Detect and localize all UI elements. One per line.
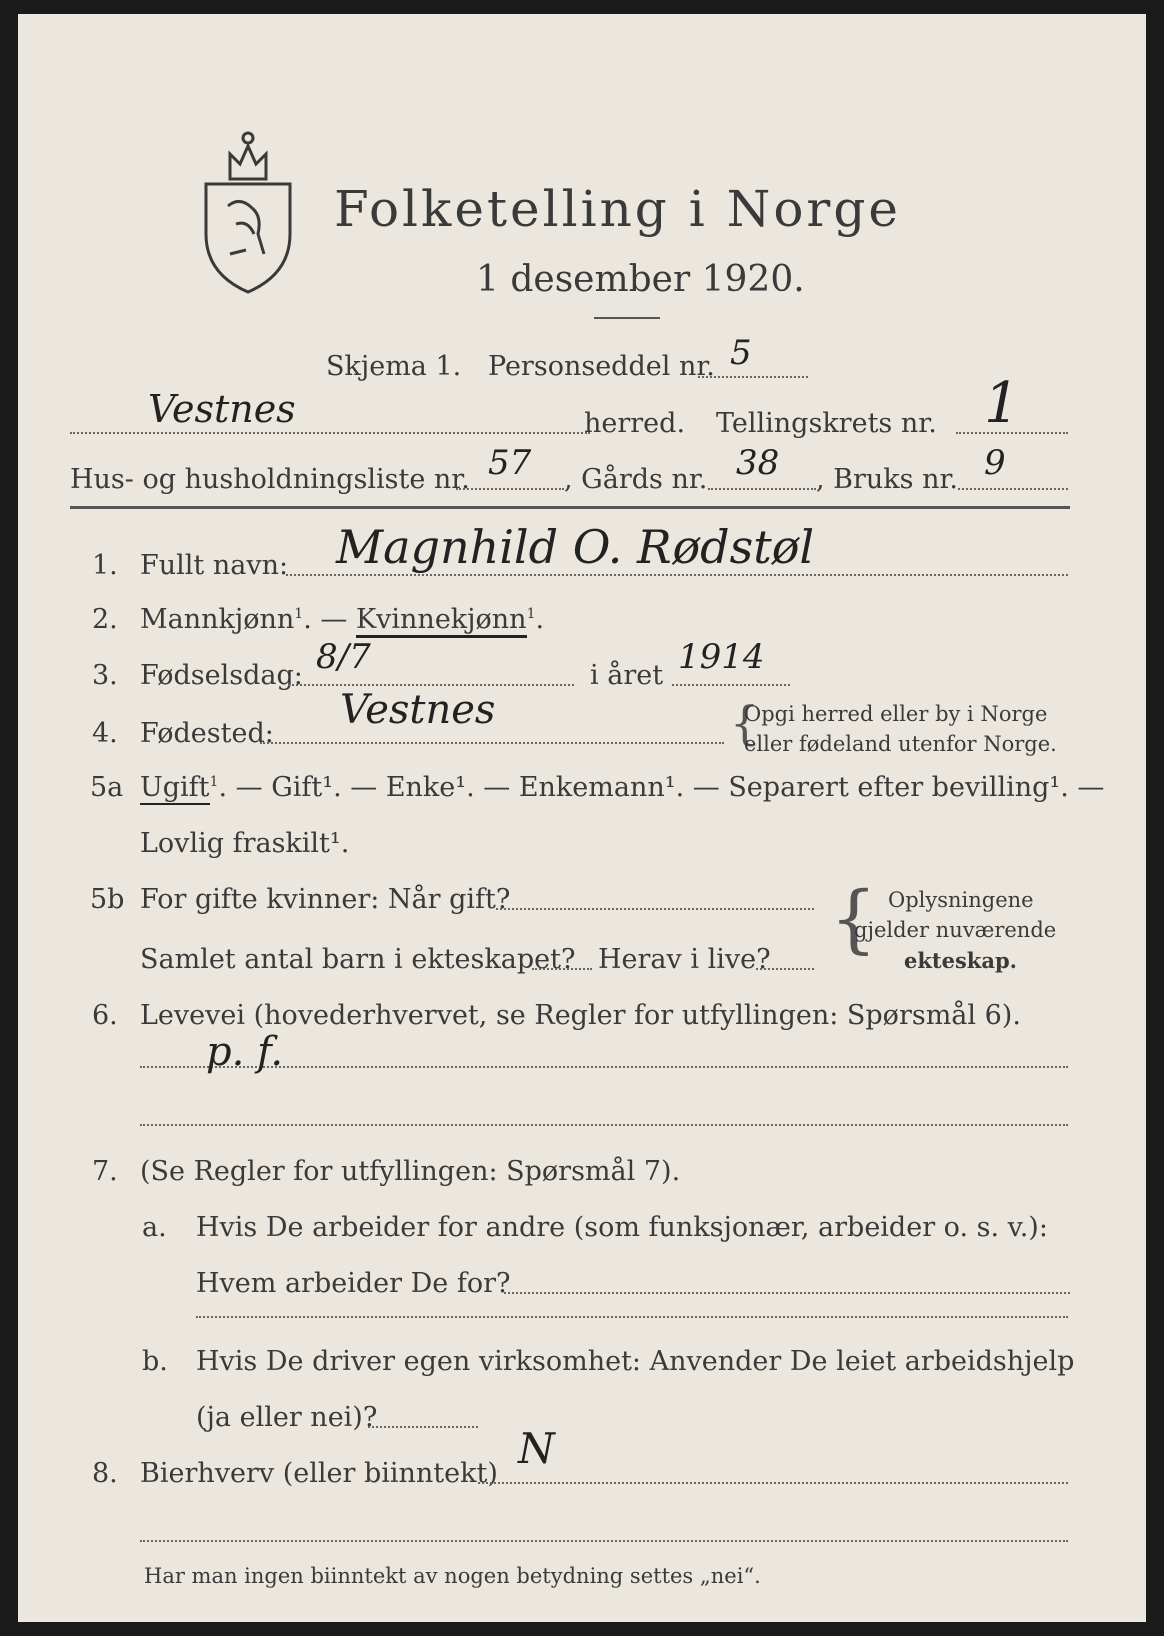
q1-label: Fullt navn: — [140, 550, 289, 581]
q5b-brace: { — [830, 876, 878, 962]
ugift-option[interactable]: Ugift — [140, 772, 210, 803]
mannkjonn-option[interactable]: Mannkjønn — [140, 604, 295, 635]
norway-coat-of-arms-icon — [200, 124, 296, 296]
husliste-value: 57 — [488, 443, 532, 483]
personseddel-value: 5 — [730, 333, 752, 373]
side-income-field[interactable] — [478, 1482, 1068, 1484]
q4-note-2: eller fødeland utenfor Norge. — [744, 732, 1057, 756]
q2-text: Mannkjønn$^1$. — Kvinnekjønn$^1$. — [140, 606, 544, 633]
q7a-text: Hvis De arbeider for andre (som funksjonær, arbeider o. s. v.): — [196, 1212, 1048, 1243]
birthplace-value: Vestnes — [340, 687, 496, 733]
occupation-value: p. f. — [206, 1029, 284, 1075]
q6-label: Levevei (hovederhvervet, se Regler for utfyllingen: Spørsmål 6). — [140, 1000, 1021, 1031]
q6-number: 6. — [92, 1000, 118, 1031]
q5b-number: 5b — [90, 884, 125, 915]
herred-value: Vestnes — [148, 387, 296, 431]
bruks-label: , Bruks nr. — [816, 464, 959, 495]
tellingskrets-label: Tellingskrets nr. — [716, 408, 937, 439]
birth-year-field[interactable] — [672, 684, 790, 686]
q2-end: . — [535, 604, 545, 635]
q4-number: 4. — [92, 718, 118, 749]
census-form-sheet — [18, 14, 1146, 1622]
kvinnekjonn-option[interactable]: Kvinnekjønn — [356, 604, 527, 638]
skjema-label: Skjema 1. — [326, 351, 462, 382]
gards-field[interactable] — [708, 488, 816, 490]
children-total-field[interactable] — [532, 968, 592, 970]
bruks-value: 9 — [984, 443, 1006, 483]
form-title: Folketelling i Norge — [334, 180, 901, 238]
q3-number: 3. — [92, 660, 118, 691]
q7a-sub: Hvem arbeider De for? — [196, 1268, 511, 1299]
husliste-label: Hus- og husholdningsliste nr. — [70, 464, 470, 495]
q2-separator: . — — [303, 604, 348, 635]
census-date: 1 desember 1920. — [476, 259, 805, 300]
birth-year-value: 1914 — [678, 637, 765, 677]
q4-note-1: Opgi herred eller by i Norge — [744, 702, 1048, 726]
husliste-field[interactable] — [456, 488, 564, 490]
herred-field[interactable] — [70, 432, 590, 434]
full-name-field[interactable] — [286, 574, 1068, 576]
q5b-note-2: gjelder nuværende — [854, 918, 1057, 942]
q7b-text: Hvis De driver egen virksomhet: Anvender De leiet arbeidshjelp — [196, 1346, 1075, 1377]
q7-label: (Se Regler for utfyllingen: Spørsmål 7). — [140, 1156, 681, 1187]
personseddel-label: Personseddel nr. — [488, 351, 715, 382]
birthday-value: 8/7 — [316, 637, 371, 677]
q5b-line2b: Herav i live? — [598, 944, 771, 975]
q7b-letter: b. — [142, 1346, 168, 1377]
title-divider — [594, 317, 660, 319]
gards-label: , Gårds nr. — [564, 464, 708, 495]
occupation-field-2[interactable] — [140, 1124, 1068, 1126]
q5a-line1: Ugift$^1$. — Gift¹. — Enke¹. — Enkemann¹. — Separert efter bevilling¹. — — [140, 772, 1105, 803]
q5a-options: . — Gift¹. — Enke¹. — Enkemann¹. — Separert efter bevilling¹. — — [218, 772, 1105, 803]
bruks-field[interactable] — [958, 488, 1068, 490]
q5b-line1: For gifte kvinner: Når gift? — [140, 884, 511, 915]
tellingskrets-value: 1 — [984, 371, 1020, 436]
employer-field-1[interactable] — [504, 1292, 1070, 1294]
q5b-note-3: ekteskap. — [904, 948, 1017, 973]
birthplace-field[interactable] — [260, 742, 724, 744]
q7b-sub: (ja eller nei)? — [196, 1402, 378, 1433]
q5a-line2: Lovlig fraskilt¹. — [140, 828, 350, 859]
q3-label: Fødselsdag: — [140, 660, 303, 691]
footer-note: Har man ingen biinntekt av nogen betydning settes „nei“. — [144, 1564, 761, 1588]
q5a-number: 5a — [90, 772, 124, 803]
married-when-field[interactable] — [496, 908, 814, 910]
q4-brace: { — [730, 696, 760, 750]
q4-label: Fødested: — [140, 718, 274, 749]
q8-number: 8. — [92, 1458, 118, 1489]
full-name-value: Magnhild O. Rødstøl — [336, 520, 815, 574]
herred-label: herred. — [584, 408, 686, 439]
q2-number: 2. — [92, 604, 118, 635]
birth-year-label: i året — [590, 660, 664, 691]
personseddel-field[interactable] — [698, 376, 808, 378]
employer-field-2[interactable] — [196, 1316, 1068, 1318]
q8-label: Bierhverv (eller biinntekt) — [140, 1458, 498, 1489]
gards-value: 38 — [736, 443, 780, 483]
q1-number: 1. — [92, 550, 118, 581]
q7a-letter: a. — [142, 1212, 167, 1243]
birthday-field[interactable] — [288, 684, 574, 686]
header-divider — [70, 506, 1070, 509]
q5b-line2a: Samlet antal barn i ekteskapet? — [140, 944, 576, 975]
q7-number: 7. — [92, 1156, 118, 1187]
side-income-field-2[interactable] — [140, 1540, 1068, 1542]
q5b-note-1: Oplysningene — [888, 888, 1034, 912]
children-alive-field[interactable] — [756, 968, 814, 970]
side-income-value: N — [518, 1424, 555, 1473]
hired-help-field[interactable] — [368, 1426, 478, 1428]
